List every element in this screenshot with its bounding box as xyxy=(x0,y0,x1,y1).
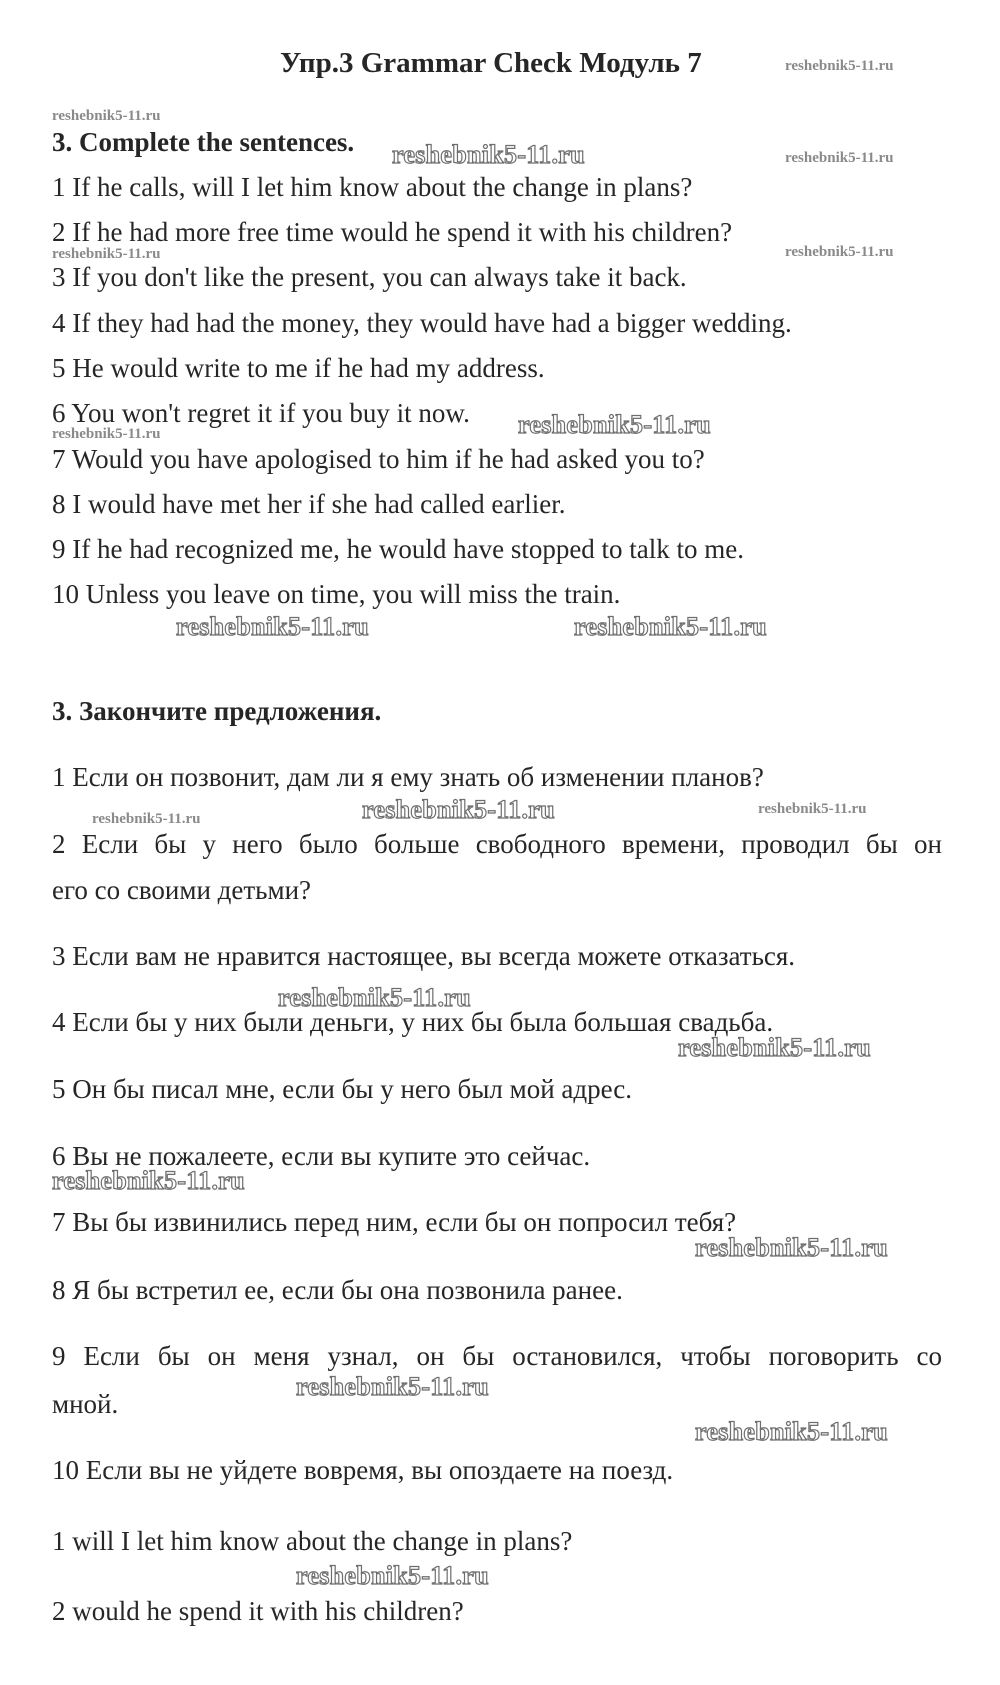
watermark: reshebnik5-11.ru xyxy=(52,1166,245,1195)
russian-sentence-9-continued: мной. xyxy=(52,1389,119,1419)
watermark: reshebnik5-11.ru xyxy=(176,612,369,641)
russian-sentence-5: 5 Он бы писал мне, если бы у него был мой адрес. xyxy=(52,1074,633,1104)
russian-heading: 3. Закончите предложения. xyxy=(52,696,382,726)
watermark: reshebnik5-11.ru xyxy=(362,795,555,824)
watermark: reshebnik5-11.ru xyxy=(52,426,161,442)
watermark: reshebnik5-11.ru xyxy=(92,811,201,827)
watermark: reshebnik5-11.ru xyxy=(785,244,894,260)
english-sentence-1: 1 If he calls, will I let him know about the change in plans? xyxy=(52,172,693,202)
russian-sentence-2-continued: его со своими детьми? xyxy=(52,875,312,905)
watermark: reshebnik5-11.ru xyxy=(758,801,867,817)
english-sentence-7: 7 Would you have apologised to him if he had asked you to? xyxy=(52,444,705,474)
english-sentence-10: 10 Unless you leave on time, you will miss the train. xyxy=(52,579,621,609)
watermark: reshebnik5-11.ru xyxy=(52,246,161,262)
russian-sentence-3: 3 Если вам не нравится настоящее, вы всегда можете отказаться. xyxy=(52,941,796,971)
english-sentence-4: 4 If they had had the money, they would have had a bigger wedding. xyxy=(52,308,792,338)
answer-1: 1 will I let him know about the change in plans? xyxy=(52,1526,573,1556)
watermark: reshebnik5-11.ru xyxy=(678,1033,871,1062)
english-sentence-5: 5 He would write to me if he had my address. xyxy=(52,353,545,383)
watermark: reshebnik5-11.ru xyxy=(52,108,161,124)
russian-sentence-4: 4 Если бы у них были деньги, у них бы была большая свадьба. xyxy=(52,1007,774,1037)
russian-sentence-10: 10 Если вы не уйдете вовремя, вы опоздаете на поезд. xyxy=(52,1455,674,1485)
russian-sentence-1: 1 Если он позвонит, дам ли я ему знать об изменении планов? xyxy=(52,762,764,792)
watermark: reshebnik5-11.ru xyxy=(392,140,585,169)
russian-sentence-2: 2 Если бы у него было больше свободного времени, проводил бы он xyxy=(52,829,942,859)
watermark: reshebnik5-11.ru xyxy=(278,983,471,1012)
watermark: reshebnik5-11.ru xyxy=(296,1372,489,1401)
watermark: reshebnik5-11.ru xyxy=(574,612,767,641)
english-sentence-2: 2 If he had more free time would he spend it with his children? xyxy=(52,217,733,247)
watermark: reshebnik5-11.ru xyxy=(518,410,711,439)
page-title: Упр.3 Grammar Check Модуль 7 xyxy=(280,47,702,79)
english-heading: 3. Complete the sentences. xyxy=(52,127,355,157)
answer-2: 2 would he spend it with his children? xyxy=(52,1596,464,1626)
watermark: reshebnik5-11.ru xyxy=(785,58,894,74)
watermark: reshebnik5-11.ru xyxy=(695,1417,888,1446)
russian-sentence-7: 7 Вы бы извинились перед ним, если бы он попросил тебя? xyxy=(52,1207,737,1237)
watermark: reshebnik5-11.ru xyxy=(695,1233,888,1262)
russian-sentence-9: 9 Если бы он меня узнал, он бы остановился, чтобы поговорить со xyxy=(52,1341,942,1371)
english-sentence-3: 3 If you don't like the present, you can always take it back. xyxy=(52,262,687,292)
english-sentence-9: 9 If he had recognized me, he would have stopped to talk to me. xyxy=(52,534,745,564)
english-sentence-8: 8 I would have met her if she had called earlier. xyxy=(52,489,566,519)
russian-sentence-6: 6 Вы не пожалеете, если вы купите это сейчас. xyxy=(52,1141,591,1171)
english-sentence-6: 6 You won't regret it if you buy it now. xyxy=(52,398,470,428)
watermark: reshebnik5-11.ru xyxy=(785,150,894,166)
watermark: reshebnik5-11.ru xyxy=(296,1561,489,1590)
russian-sentence-8: 8 Я бы встретил ее, если бы она позвонила ранее. xyxy=(52,1275,623,1305)
